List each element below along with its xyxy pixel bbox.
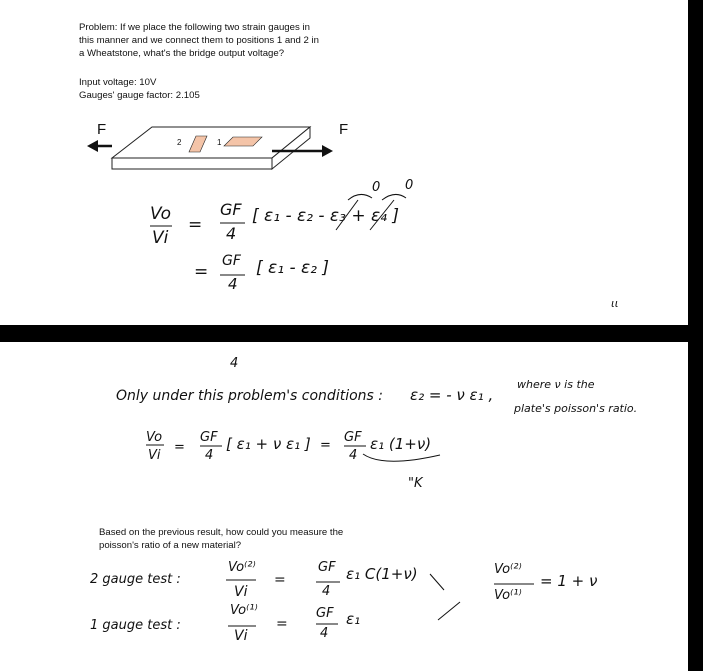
fraction-bars	[146, 194, 534, 626]
force-label-right: F	[339, 121, 349, 138]
eq1-lhs-denominator: Vi	[152, 228, 169, 248]
eq1-bracket: [ ε₁ - ε₂ - ε₃ + ε₄ ]	[252, 206, 400, 226]
one-gauge-equals: =	[276, 616, 288, 632]
eq3-result: ε₁ (1+ν)	[370, 435, 432, 453]
input-voltage: Input voltage: 10V	[79, 77, 157, 88]
force-label-left: F	[97, 121, 107, 138]
eq1-zero-a: 0	[372, 180, 381, 195]
ratio-rhs: = 1 + ν	[540, 572, 598, 590]
question-text	[99, 526, 389, 552]
plate	[112, 127, 310, 169]
question-line-2: poisson's ratio of a new material?	[99, 540, 242, 551]
eq3-gf-denominator: 4	[205, 448, 214, 463]
problem-line-2: this manner and we connect them to positions 1 and 2 in	[79, 35, 319, 46]
eq1-zero-b: 0	[405, 178, 414, 193]
two-gauge-rhs: ε₁ C(1+ν)	[346, 565, 418, 583]
problem-line-1: Problem: If we place the following two strain gauges in	[79, 22, 310, 33]
small-mark: 4	[230, 356, 239, 371]
where-line-2: plate's poisson's ratio.	[514, 402, 638, 415]
eq1-gf-numerator: GF	[220, 200, 242, 219]
eq3-bracket: [ ε₁ + ν ε₁ ]	[226, 435, 311, 453]
gauge-2-label: 2	[177, 138, 182, 147]
eq3-gf2-denominator: 4	[349, 448, 358, 463]
question-line-1: Based on the previous result, how could you measure the	[99, 527, 344, 538]
ratio-numerator: Vo⁽²⁾	[494, 562, 522, 577]
gauge-1-label: 1	[217, 138, 222, 147]
problem-line-3: a Wheatstone, what's the bridge output voltage?	[79, 48, 285, 59]
one-gauge-rhs: ε₁	[346, 610, 361, 628]
two-gauge-label: 2 gauge test :	[90, 572, 181, 587]
eq2-bracket: [ ε₁ - ε₂ ]	[256, 258, 330, 278]
two-gauge-denominator: Vi	[234, 584, 248, 600]
eq3-gf2-numerator: GF	[344, 430, 362, 445]
ratio-denominator: Vo⁽¹⁾	[494, 588, 522, 603]
eq2-equals: =	[194, 262, 209, 282]
two-gauge-gf-numerator: GF	[318, 560, 336, 575]
two-gauge-numerator: Vo⁽²⁾	[228, 560, 256, 575]
eq3-k-label: "K	[408, 476, 423, 491]
two-gauge-gf-denominator: 4	[322, 584, 331, 599]
eq2-gf-denominator: 4	[228, 275, 238, 293]
eq1-gf-denominator: 4	[226, 224, 237, 243]
margin-mark: ιι	[611, 297, 619, 310]
epsilon-relation: ε₂ = - ν ε₁ ,	[410, 386, 494, 404]
eq2-gf-numerator: GF	[222, 253, 241, 269]
eq3-equals-2: =	[320, 438, 331, 453]
arrow-left-icon	[87, 140, 112, 152]
two-gauge-equals: =	[274, 572, 286, 588]
eq3-gf-numerator: GF	[200, 430, 218, 445]
eq3-lhs-numerator: Vo	[146, 430, 163, 445]
one-gauge-denominator: Vi	[234, 628, 248, 644]
eq1-lhs-numerator: Vo	[150, 204, 172, 224]
gauge-factor: Gauges' gauge factor: 2.105	[79, 90, 200, 101]
one-gauge-numerator: Vo⁽¹⁾	[230, 603, 258, 618]
where-line-1: where ν is the	[517, 378, 595, 391]
eq1-equals: =	[188, 215, 203, 235]
one-gauge-gf-numerator: GF	[316, 606, 334, 621]
eq3-equals: =	[174, 440, 185, 455]
one-gauge-gf-denominator: 4	[320, 626, 329, 641]
one-gauge-label: 1 gauge test :	[90, 618, 181, 633]
eq3-lhs-denominator: Vi	[148, 448, 161, 463]
conditions-text: Only under this problem's conditions :	[116, 388, 383, 404]
